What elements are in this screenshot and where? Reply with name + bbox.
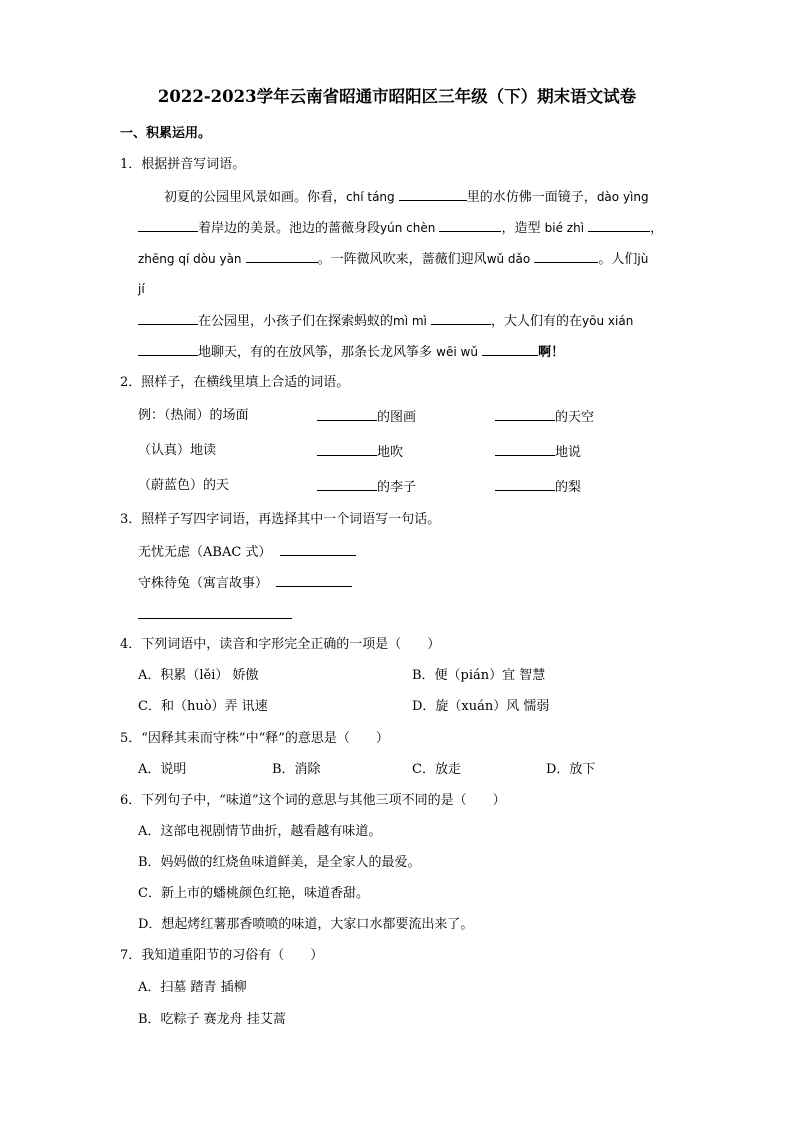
answer-blank[interactable] <box>280 543 356 556</box>
question-4-stem: 4．下列词语中，读音和字形完全正确的一项是（ ） <box>120 637 441 652</box>
q2-suffix: 的天空 <box>555 410 595 425</box>
pinyin: chí táng <box>346 190 395 204</box>
answer-blank[interactable] <box>495 478 555 491</box>
q2-example-3: （蔚蓝色）的天 <box>138 478 230 493</box>
q4-option-c[interactable]: C．和（huò）弄 讯速 <box>138 699 268 714</box>
pinyin: dào yìng <box>596 190 649 204</box>
q3-line-1 <box>138 543 356 561</box>
q2-suffix: 地吹 <box>377 445 404 460</box>
answer-blank[interactable] <box>138 312 198 325</box>
q6-option-c[interactable]: C．新上市的蟠桃颜色红艳，味道香甜。 <box>138 886 369 901</box>
answer-blank[interactable] <box>138 343 198 356</box>
q1-text: 啊！ <box>538 345 565 360</box>
answer-blank[interactable] <box>439 219 501 232</box>
section-heading: 一、积累运用。 <box>120 126 212 141</box>
q1-text: 着岸边的美景。池边的蔷薇身段 <box>198 221 381 236</box>
answer-blank[interactable] <box>495 408 555 421</box>
q5-option-a[interactable]: A．说明 <box>138 762 187 777</box>
answer-blank[interactable] <box>317 443 377 456</box>
q3-sentence-line <box>138 606 292 624</box>
page-title: 2022-2023学年云南省昭通市昭阳区三年级（下）期末语文试卷 <box>157 87 637 106</box>
q5-option-c[interactable]: C．放走 <box>412 762 461 777</box>
question-3-stem: 3．照样子写四字词语，再选择其中一个词语写一句话。 <box>120 512 441 527</box>
answer-blank[interactable] <box>431 312 491 325</box>
pinyin: zhēng qí dòu yàn <box>138 252 242 266</box>
question-7-stem: 7．我知道重阳节的习俗有（ ） <box>120 948 324 963</box>
q1-text: 地聊天，有的在放风筝，那条长龙风筝多 <box>198 345 433 360</box>
answer-blank[interactable] <box>534 250 598 263</box>
q1-text: 里的水仿佛一面镜子， <box>466 190 597 205</box>
q5-option-d[interactable]: D．放下 <box>546 762 596 777</box>
q2-example-2: （认真）地读 <box>138 443 217 458</box>
pinyin: wǔ dǎo <box>486 252 531 266</box>
q2-suffix: 的李子 <box>377 480 417 495</box>
answer-blank[interactable] <box>276 574 352 587</box>
answer-blank[interactable] <box>138 219 198 232</box>
question-1-stem: 1．根据拼音写词语。 <box>120 157 246 172</box>
q1-line-4: jí <box>138 282 145 296</box>
q3-prompt: 无忧无虑（ABAC 式） <box>138 545 272 560</box>
q2-suffix: 的梨 <box>555 480 582 495</box>
answer-blank[interactable] <box>317 408 377 421</box>
q1-line-1 <box>164 188 649 206</box>
pinyin: yōu xián <box>582 314 634 328</box>
answer-blank[interactable] <box>246 250 318 263</box>
q2-item <box>317 408 416 426</box>
q2-example-1: 例：（热闹）的场面 <box>138 408 249 423</box>
q4-option-b[interactable]: B．便（pián）宜 智慧 <box>412 668 546 683</box>
q1-line-3 <box>138 250 648 268</box>
pinyin: jù <box>637 252 649 266</box>
pinyin: bié zhì <box>544 221 585 235</box>
q2-item <box>317 443 403 461</box>
q1-text: 初夏的公园里风景如画。你看， <box>164 190 347 205</box>
answer-blank[interactable] <box>588 219 650 232</box>
q2-item <box>317 478 416 496</box>
q1-text: 。人们 <box>598 252 638 267</box>
question-5-stem: 5．“因释其耒而守株”中“释”的意思是（ ） <box>120 731 389 746</box>
q7-option-b[interactable]: B．吃粽子 赛龙舟 挂艾蒿 <box>138 1012 286 1027</box>
q1-text: 。一阵微风吹来，蔷薇们迎风 <box>317 252 487 267</box>
q1-text: ，大人们有的在 <box>491 314 583 329</box>
q2-item <box>495 408 594 426</box>
q1-text: 在公园里，小孩子们在探索蚂蚁的 <box>198 314 394 329</box>
q3-prompt: 守株待兔（寓言故事） <box>138 576 269 591</box>
q2-suffix: 地说 <box>555 445 582 460</box>
q5-option-b[interactable]: B．消除 <box>272 762 321 777</box>
q1-line-2 <box>138 219 663 237</box>
question-2-stem: 2．照样子，在横线里填上合适的词语。 <box>120 375 350 390</box>
answer-blank[interactable] <box>495 443 555 456</box>
q7-option-a[interactable]: A．扫墓 踏青 插柳 <box>138 980 247 995</box>
answer-blank[interactable] <box>138 606 292 619</box>
q2-item <box>495 443 581 461</box>
q6-option-b[interactable]: B．妈妈做的红烧鱼味道鲜美，是全家人的最爱。 <box>138 855 421 870</box>
pinyin: mì mì <box>393 314 427 328</box>
q1-line-6 <box>138 343 564 361</box>
q4-option-d[interactable]: D．旋（xuán）风 懦弱 <box>412 699 550 714</box>
pinyin: wēi wǔ <box>436 345 478 359</box>
q2-item <box>495 478 581 496</box>
q1-text: ， <box>650 221 664 236</box>
answer-blank[interactable] <box>482 343 538 356</box>
answer-blank[interactable] <box>317 478 377 491</box>
pinyin: yún chèn <box>380 221 436 235</box>
q2-suffix: 的图画 <box>377 410 417 425</box>
q6-option-a[interactable]: A．这部电视剧情节曲折，越看越有味道。 <box>138 824 382 839</box>
answer-blank[interactable] <box>399 188 467 201</box>
q4-option-a[interactable]: A．积累（lěi） 娇傲 <box>138 668 259 683</box>
question-6-stem: 6．下列句子中，“味道”这个词的意思与其他三项不同的是（ ） <box>120 793 506 808</box>
q1-line-5 <box>138 312 633 330</box>
q6-option-d[interactable]: D．想起烤红薯那香喷喷的味道，大家口水都要流出来了。 <box>138 917 474 932</box>
q3-line-2 <box>138 574 352 592</box>
q1-text: ，造型 <box>501 221 541 236</box>
